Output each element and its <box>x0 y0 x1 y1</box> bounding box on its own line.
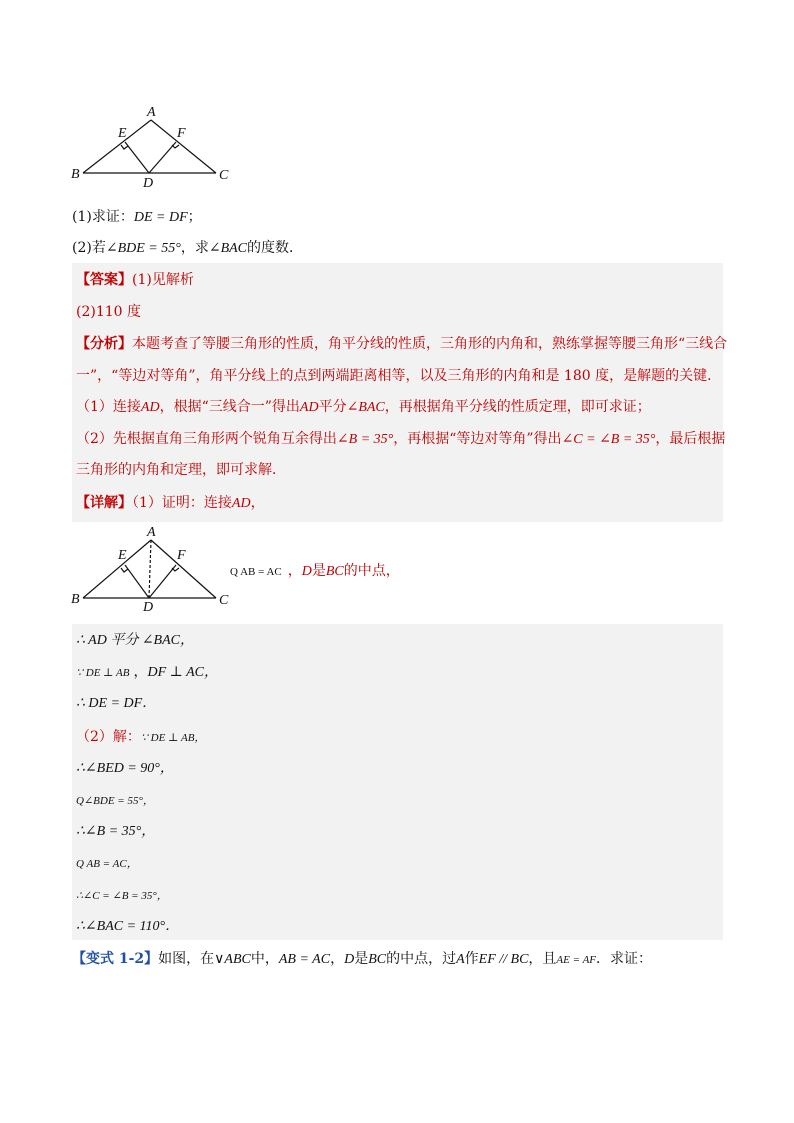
detail-intro: 【详解】（1）证明：连接AD， <box>76 495 265 511</box>
answer-line-1: 【答案】(1)见解析 <box>76 272 194 288</box>
variant-question: 【变式 1-2】如图，在∨ABC中，AB = AC，D是BC的中点，过A作EF // BC，且AE = AF．求证： <box>72 951 653 967</box>
analysis-step-2: （2）先根据直角三角形两个锐角互余得出∠B = 35°，再根据“等边对等角”得出∠C = ∠B = 35°，最后根据 <box>76 431 726 447</box>
analysis-line-1: 【分析】本题考查了等腰三角形的性质，角平分线的性质，三角形的内角和，熟练掌握等腰三角形“三线合 <box>76 336 728 352</box>
label-E: E <box>118 126 127 141</box>
proof-step-1: ∴ AD 平分 ∠BAC， <box>76 633 194 648</box>
label-F: F <box>177 126 186 141</box>
label-C: C <box>219 593 229 608</box>
question-2: (2)若∠BDE = 55°，求∠BAC的度数． <box>72 240 304 256</box>
proof-step-2: ∵ DE ⊥ AB ，DF ⊥ AC， <box>76 664 218 680</box>
proof-step-5: ∴∠BED = 90°， <box>76 761 174 776</box>
proof-step-6: Q∠BDE = 55°， <box>76 795 154 807</box>
figure-2-note: Q AB = AC ，D是BC的中点， <box>230 563 400 579</box>
label-E: E <box>118 548 127 563</box>
label-D: D <box>143 176 154 191</box>
triangle-figure-2 <box>68 522 238 617</box>
proof-step-10: ∴∠BAC = 110°． <box>76 919 180 934</box>
label-B: B <box>71 167 80 182</box>
label-A: A <box>147 525 156 540</box>
question-1: (1)求证：DE = DF； <box>72 209 202 225</box>
variant-tag: 【变式 1-2】 <box>72 951 159 967</box>
analysis-step-2-cont: 三角形的内角和定理，即可求解． <box>76 462 286 478</box>
proof-step-7: ∴∠B = 35°， <box>76 824 156 839</box>
label-F: F <box>177 548 186 563</box>
proof-step-3: ∴ DE = DF． <box>76 696 157 711</box>
analysis-tag: 【分析】 <box>76 336 132 352</box>
analysis-step-1: （1）连接AD，根据“三线合一”得出AD平分∠BAC，再根据角平分线的性质定理，即可求证； <box>76 399 651 415</box>
proof-step-9: ∴∠C = ∠B = 35°， <box>76 890 168 902</box>
answer-tag: 【答案】 <box>76 272 132 288</box>
label-C: C <box>219 168 229 183</box>
triangle-figure-1 <box>68 100 238 195</box>
proof-step-4: （2）解：∵ DE ⊥ AB， <box>76 729 206 745</box>
label-A: A <box>147 105 156 120</box>
answer-line-2: (2)110 度 <box>76 304 142 320</box>
proof-step-8: Q AB = AC， <box>76 858 138 870</box>
detail-tag: 【详解】 <box>76 495 132 511</box>
analysis-line-2: 一”，“等边对等角”，角平分线上的点到两端距离相等，以及三角形的内角和是 180 度，是解题的关键． <box>76 368 722 384</box>
label-B: B <box>71 592 80 607</box>
label-D: D <box>143 600 154 615</box>
